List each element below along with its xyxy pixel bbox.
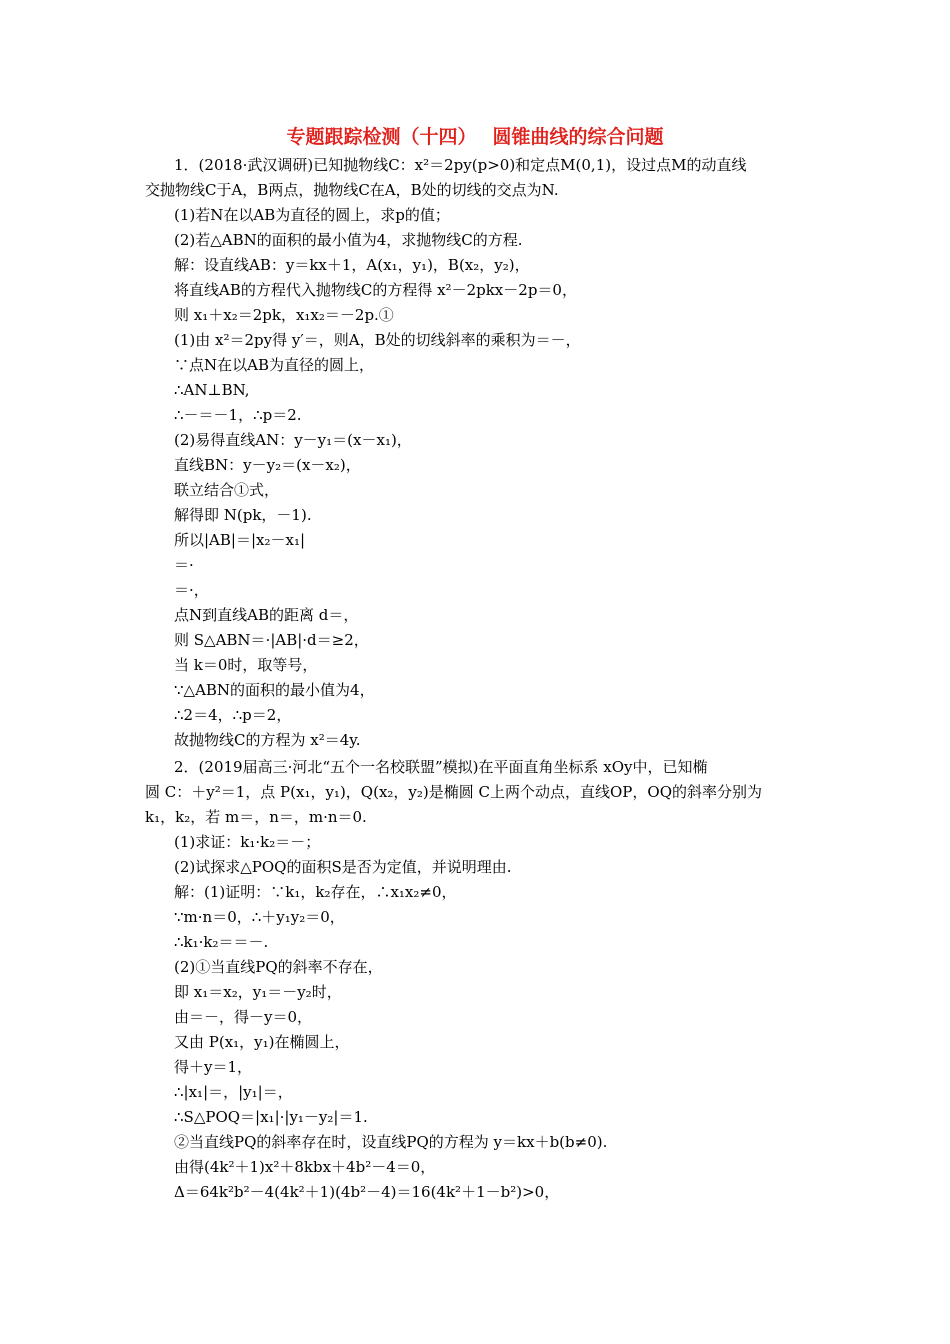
solution-line: 所以|AB|＝|x₂－x₁|: [174, 531, 306, 549]
solution-line: 联立结合①式，: [174, 481, 280, 499]
solution-line: (1)由 x²＝2py得 y′＝，则A，B处的切线斜率的乘积为＝－，: [174, 331, 581, 349]
solution-line: (2)易得直线AN：y－y₁＝(x－x₁)，: [174, 431, 412, 449]
solution-line: 由＝－，得－y＝0，: [174, 1008, 313, 1026]
solution-line: Δ＝64k²b²－4(4k²＋1)(4b²－4)＝16(4k²＋1－b²)>0，: [174, 1183, 560, 1201]
problem-2-part-1: (1)求证：k₁·k₂＝－；: [174, 833, 321, 851]
solution-line: ∵m·n＝0，∴＋y₁y₂＝0，: [174, 908, 345, 926]
solution-line: ∵点N在以AB为直径的圆上，: [174, 356, 374, 374]
solution-line: 故抛物线C的方程为 x²＝4y.: [174, 731, 361, 749]
problem-2-stem: 2．(2019届高三·河北“五个一名校联盟”模拟)在平面直角坐标系 xOy中，已知椭: [174, 758, 708, 776]
solution-line: 则 S△ABN＝·|AB|·d＝≥2，: [174, 631, 369, 649]
solution-line: ②当直线PQ的斜率存在时，设直线PQ的方程为 y＝kx＋b(b≠0).: [174, 1133, 608, 1151]
solution-line: 当 k＝0时，取等号，: [174, 656, 318, 674]
solution-line: 得＋y＝1，: [174, 1058, 253, 1076]
solution-line: ∴S△POQ＝|x₁|·|y₁－y₂|＝1.: [174, 1108, 368, 1126]
problem-1-part-2: (2)若△ABN的面积的最小值为4，求抛物线C的方程.: [174, 231, 523, 249]
solution-line: ∵△ABN的面积的最小值为4，: [174, 681, 375, 699]
solution-line: ＝·: [174, 556, 194, 574]
solution-line: 解：设直线AB：y＝kx＋1，A(x₁，y₁)，B(x₂，y₂)，: [174, 256, 530, 274]
solution-line: ∴－＝－1，∴p＝2.: [174, 406, 302, 424]
solution-line: ∴|x₁|＝，|y₁|＝，: [174, 1083, 293, 1101]
solution-line: 解得即 N(pk，－1).: [174, 506, 312, 524]
solution-line: ∴AN⊥BN,: [174, 381, 250, 399]
solution-line: 将直线AB的方程代入抛物线C的方程得 x²－2pkx－2p＝0，: [174, 281, 577, 299]
problem-2-part-2: (2)试探求△POQ的面积S是否为定值，并说明理由.: [174, 858, 512, 876]
solution-line: ＝·，: [174, 581, 209, 599]
solution-line: 解：(1)证明：∵k₁，k₂存在，∴x₁x₂≠0，: [174, 883, 457, 901]
solution-line: 即 x₁＝x₂，y₁＝－y₂时，: [174, 983, 342, 1001]
problem-1-part-1: (1)若N在以AB为直径的圆上，求p的值；: [174, 206, 450, 224]
solution-line: ∴2＝4，∴p＝2，: [174, 706, 292, 724]
problem-2-stem-cont: 圆 C：＋y²＝1，点 P(x₁，y₁)，Q(x₂，y₂)是椭圆 C上两个动点，直线OP，OQ的斜率分别为: [145, 783, 762, 801]
solution-line: 又由 P(x₁，y₁)在椭圆上，: [174, 1033, 350, 1051]
solution-line: 由得(4k²＋1)x²＋8kbx＋4b²－4＝0，: [174, 1158, 436, 1176]
problem-1-stem: 1．(2018·武汉调研)已知抛物线C：x²＝2py(p>0)和定点M(0,1)，设过点M的动直线: [174, 156, 747, 174]
solution-line: (2)①当直线PQ的斜率不存在，: [174, 958, 383, 976]
problem-2-stem-cont: k₁，k₂，若 m＝，n＝，m·n＝0.: [145, 808, 367, 826]
solution-line: 点N到直线AB的距离 d＝，: [174, 606, 359, 624]
solution-line: 直线BN：y－y₂＝(x－x₂)，: [174, 456, 361, 474]
solution-line: 则 x₁＋x₂＝2pk，x₁x₂＝－2p.①: [174, 306, 394, 324]
solution-line: ∴k₁·k₂＝＝－.: [174, 933, 269, 951]
document-title: 专题跟踪检测（十四） 圆锥曲线的综合问题: [286, 126, 664, 148]
problem-1-stem-cont: 交抛物线C于A，B两点，抛物线C在A，B处的切线的交点为N.: [145, 181, 559, 199]
